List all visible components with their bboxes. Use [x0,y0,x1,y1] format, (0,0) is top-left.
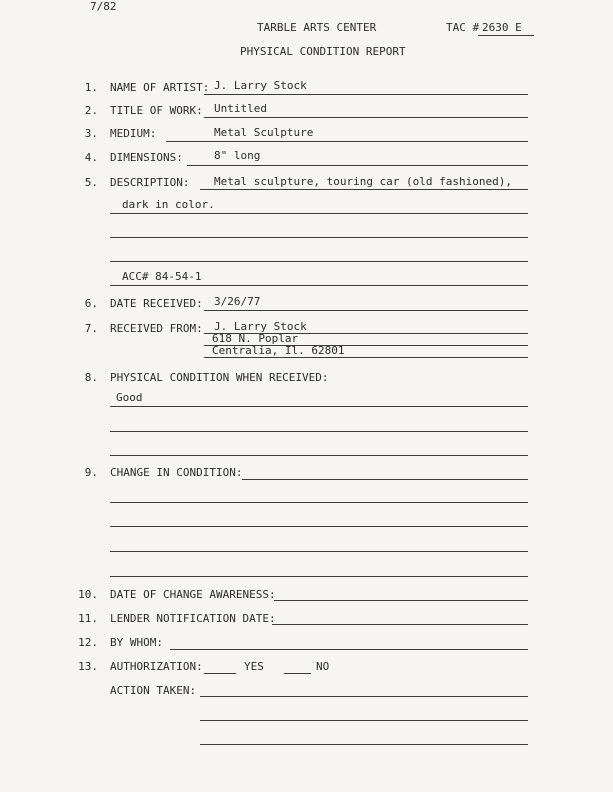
medium-value: Metal Sculpture [214,126,314,139]
by-whom-line [170,649,528,650]
item-number: 9. [84,466,98,479]
condition-received-value: Good [116,391,143,404]
date-received-label: DATE RECEIVED: [110,297,203,310]
artist-line [204,94,528,95]
item-number: 7. [84,322,98,335]
item-number: 6. [84,297,98,310]
tac-number: 2630 E [482,21,522,34]
action-taken-line [200,720,528,721]
authorization-label: AUTHORIZATION: [110,660,203,673]
item-number: 1. [84,81,98,94]
no-option: NO [316,660,330,673]
condition-line [110,455,528,456]
title-label: TITLE OF WORK: [110,104,203,117]
item-number: 4. [84,151,98,164]
action-taken-label: ACTION TAKEN: [110,684,197,697]
item-number: 2. [84,104,98,117]
date-received-line [204,310,528,311]
received-from-line [204,357,528,358]
accession-number: ACC# 84-54-1 [122,270,202,283]
report-title: PHYSICAL CONDITION REPORT [240,45,406,58]
description-line [110,261,528,262]
description-line [200,189,528,190]
yes-option: YES [244,660,264,673]
received-from-label: RECEIVED FROM: [110,322,203,335]
description-label: DESCRIPTION: [110,176,190,189]
change-line [110,576,528,577]
dimensions-label: DIMENSIONS: [110,151,183,164]
tac-underline [478,35,534,36]
received-from-line-2: 618 N. Poplar [212,332,299,345]
received-from-line-1: J. Larry Stock [214,320,307,333]
change-line [110,502,528,503]
change-label: CHANGE IN CONDITION: [110,466,243,479]
title-value: Untitled [214,102,267,115]
action-taken-line [200,744,528,745]
lender-notification-line [272,624,528,625]
title-line [204,117,528,118]
change-awareness-line [274,600,528,601]
tac-label: TAC # [446,21,480,34]
dimensions-line [187,165,528,166]
condition-received-label: PHYSICAL CONDITION WHEN RECEIVED: [110,371,329,384]
action-taken-line [200,696,528,697]
medium-label: MEDIUM: [110,127,157,140]
description-value: Metal sculpture, touring car (old fashioned), [214,175,513,188]
item-number: 10. [78,588,98,601]
item-number: 3. [84,127,98,140]
artist-label: NAME OF ARTIST: [110,81,210,94]
yes-blank [204,673,236,674]
date-code: 7/82 [90,0,117,13]
item-number: 13. [78,660,98,673]
description-line [110,285,528,286]
condition-line [110,431,528,432]
change-line [242,479,528,480]
change-line [110,526,528,527]
no-blank [284,673,311,674]
medium-line [166,141,528,142]
change-awareness-label: DATE OF CHANGE AWARENESS: [110,588,276,601]
change-line [110,551,528,552]
item-number: 5. [84,176,98,189]
lender-notification-label: LENDER NOTIFICATION DATE: [110,612,276,625]
description-line [110,213,528,214]
date-received-value: 3/26/77 [214,295,261,308]
description-line [110,237,528,238]
dimensions-value: 8" long [214,149,261,162]
description-value-2: dark in color. [122,198,215,211]
item-number: 12. [78,636,98,649]
artist-value: J. Larry Stock [214,79,307,92]
received-from-line-3: Centralia, Il. 62801 [212,344,345,357]
org-name: TARBLE ARTS CENTER [257,21,377,34]
condition-line [110,406,528,407]
by-whom-label: BY WHOM: [110,636,163,649]
item-number: 8. [84,371,98,384]
item-number: 11. [78,612,98,625]
